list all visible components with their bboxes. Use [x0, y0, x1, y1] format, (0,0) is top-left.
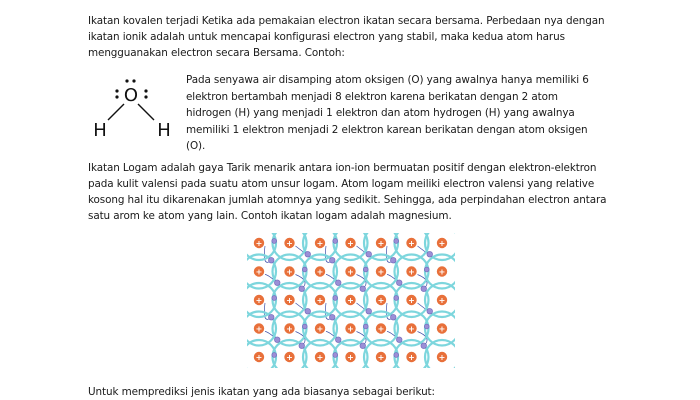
free-electron — [394, 239, 399, 244]
oxygen-atom-label: O — [123, 85, 139, 106]
free-electron — [274, 280, 280, 286]
free-electron — [366, 308, 372, 314]
bond-line — [138, 104, 154, 120]
ion-charge-label: + — [377, 296, 385, 305]
metallic-bond-lattice-diagram — [247, 233, 455, 368]
free-electron — [299, 343, 305, 349]
free-electron — [427, 308, 433, 314]
ion-charge-label: + — [408, 324, 415, 334]
free-electron — [390, 257, 396, 263]
free-electron — [360, 286, 366, 292]
ion-charge-label: + — [377, 267, 385, 277]
ion-charge-label: + — [255, 267, 263, 277]
free-electron — [305, 251, 311, 257]
ion-charge-label: + — [255, 239, 263, 248]
ion-charge-label: + — [347, 239, 354, 248]
free-electron — [421, 343, 427, 349]
water-example-paragraph — [186, 72, 626, 155]
lone-pair-dot — [144, 89, 147, 92]
free-electron — [396, 280, 402, 286]
free-electron — [366, 251, 372, 257]
ion-charge-label: + — [347, 324, 354, 334]
ion-charge-label: + — [438, 239, 446, 248]
ion-charge-label: + — [255, 296, 263, 305]
ion-charge-label: + — [255, 353, 263, 362]
text-line: ikatan ionik adalah untuk mencapai konfigurasi electron yang stabil, maka kedua atom harus — [88, 31, 565, 43]
bond-line — [108, 104, 124, 120]
free-electron — [329, 314, 335, 320]
free-electron — [305, 308, 311, 314]
text-line: Pada senyawa air disamping atom oksigen (O) yang awalnya hanya memiliki 6 — [186, 74, 589, 86]
ion-charge-label: + — [408, 267, 415, 277]
lone-pair-dot — [144, 95, 147, 98]
text-line: hidrogen (H) yang menjadi 1 elektron dan atom hydrogen (H) yang awalnya — [186, 107, 575, 119]
ion-charge-label: + — [316, 324, 324, 334]
ion-charge-label: + — [316, 239, 324, 248]
ion-charge-label: + — [408, 353, 415, 362]
ion-charge-label: + — [438, 267, 446, 277]
free-electron — [333, 239, 338, 244]
ion-charge-label: + — [286, 239, 293, 248]
lone-pair-dot — [132, 79, 135, 82]
text-line: elektron bertambah menjadi 8 elektron karena berikatan dengan 2 atom — [186, 90, 558, 103]
ion-charge-label: + — [347, 353, 354, 362]
ion-charge-label: + — [377, 353, 385, 362]
ion-charge-label: + — [316, 296, 324, 305]
free-electron — [390, 314, 396, 320]
free-electron — [299, 286, 305, 292]
prediction-intro-paragraph — [88, 384, 628, 400]
text-line: kosong hal itu dikarenakan jumlah atomnya yang sedikit. Sehingga, ada perpindahan electron antara — [88, 194, 607, 206]
ion-charge-label: + — [286, 324, 293, 334]
free-electron — [396, 337, 402, 343]
metallic-bond-paragraph — [88, 160, 633, 224]
free-electron — [274, 337, 280, 343]
covalent-bond-paragraph — [88, 13, 628, 61]
free-electron — [335, 337, 341, 343]
free-electron — [363, 267, 368, 272]
free-electron — [333, 296, 338, 301]
free-electron — [333, 353, 338, 358]
free-electron — [272, 239, 277, 244]
text-line: pada kulit valensi pada suatu atom unsur logam. Atom logam meiliki electron valensi yang relative — [88, 178, 595, 190]
ion-charge-label: + — [316, 353, 324, 362]
lone-pair-dot — [115, 89, 118, 92]
ion-charge-label: + — [286, 353, 293, 362]
free-electron — [394, 353, 399, 358]
text-line: Ikatan kovalen terjadi Ketika ada pemakaian electron ikatan secara bersama. Perbedaan nya dengan — [88, 15, 605, 27]
ion-charge-label: + — [377, 239, 385, 248]
free-electron — [363, 324, 368, 329]
ion-charge-label: + — [255, 324, 263, 334]
ion-charge-label: + — [286, 296, 293, 305]
text-line: mengguanakan electron secara Bersama. Contoh: — [88, 47, 345, 59]
free-electron — [421, 286, 427, 292]
text-line: satu arom ke atom yang lain. Contoh ikatan logam adalah magnesium. — [88, 210, 452, 222]
ion-charge-label: + — [438, 353, 446, 362]
free-electron — [424, 324, 429, 329]
lone-pair-dot — [125, 79, 128, 82]
ion-charge-label: + — [408, 296, 415, 305]
text-line: (O). — [186, 140, 206, 152]
free-electron — [427, 251, 433, 257]
text-line: Ikatan Logam adalah gaya Tarik menarik antara ion-ion bermuatan positif dengan elektron-elektron — [88, 162, 597, 174]
ion-charge-label: + — [347, 267, 354, 277]
ion-charge-label: + — [286, 267, 293, 277]
free-electron — [268, 314, 274, 320]
water-molecule-diagram — [86, 76, 186, 142]
free-electron — [272, 296, 277, 301]
free-electron — [424, 267, 429, 272]
free-electron — [394, 296, 399, 301]
hydrogen-atom-label: H — [157, 120, 171, 141]
free-electron — [302, 267, 307, 272]
ion-charge-label: + — [438, 324, 446, 334]
ion-charge-label: + — [438, 296, 446, 305]
lone-pair-dot — [115, 95, 118, 98]
ion-charge-label: + — [377, 324, 385, 334]
ion-charge-label: + — [408, 239, 415, 248]
text-line: Untuk memprediksi jenis ikatan yang ada biasanya sebagai berikut: — [88, 386, 435, 398]
free-electron — [360, 343, 366, 349]
text-line: memiliki 1 elektron menjadi 2 elektron karean berikatan dengan atom oksigen — [186, 123, 588, 136]
ion-charge-label: + — [316, 267, 324, 277]
free-electron — [268, 257, 274, 263]
free-electron — [329, 257, 335, 263]
free-electron — [272, 353, 277, 358]
ion-charge-label: + — [347, 296, 354, 305]
hydrogen-atom-label: H — [93, 120, 107, 141]
free-electron — [302, 324, 307, 329]
free-electron — [335, 280, 341, 286]
